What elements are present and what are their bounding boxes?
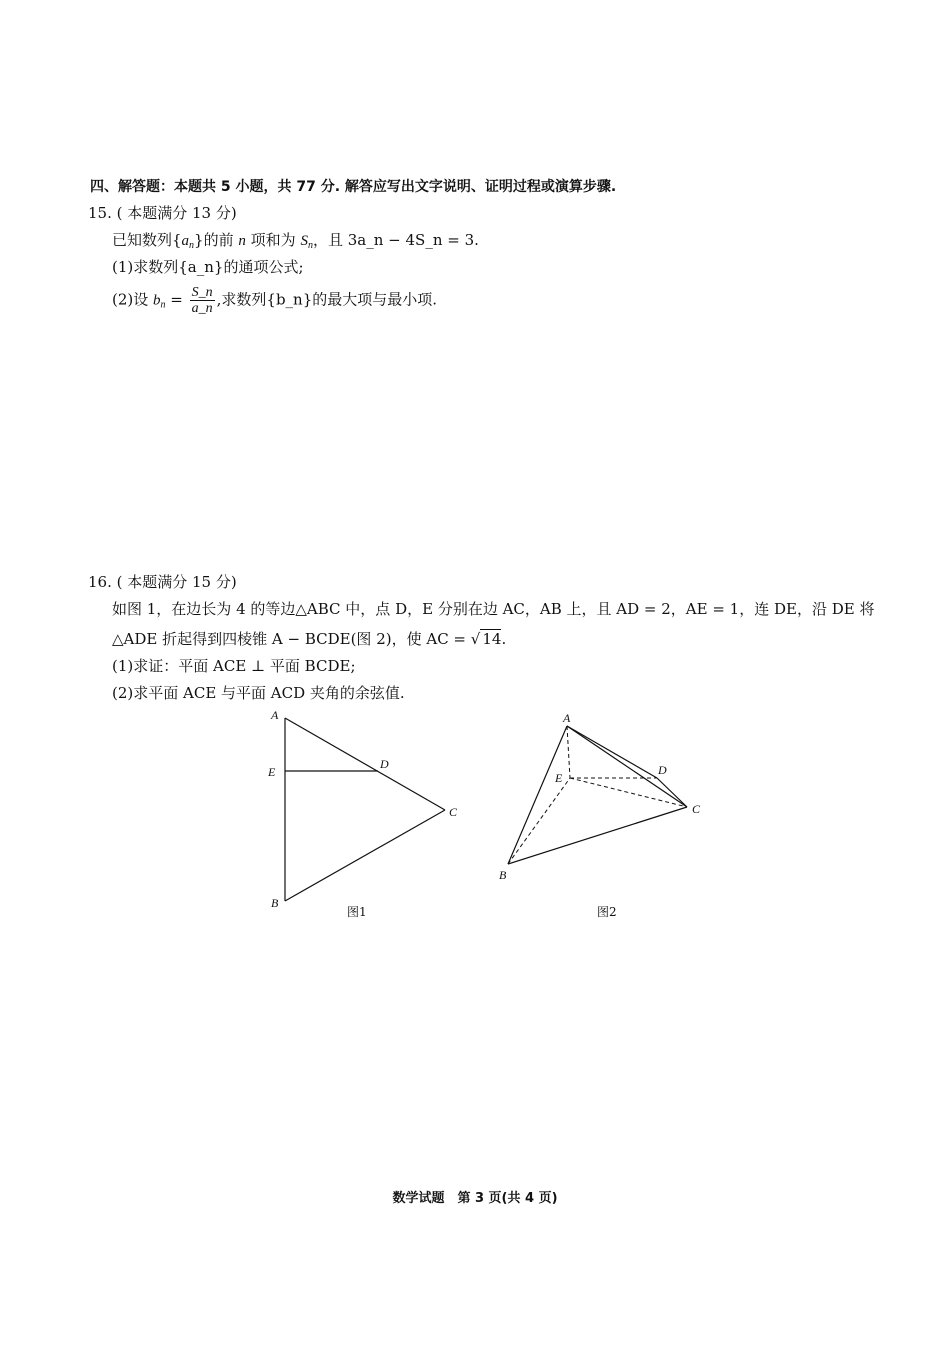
fig2-edge-dc (657, 778, 687, 807)
fig2-edge-ac (567, 726, 687, 807)
q16-header: 16. ( 本题满分 15 分) (88, 573, 237, 591)
q15-part2: (2)设 $b_n$ = $\frac{S\_n}{a\_n}$ ,求数列{b_n}的最大项与最小项. (112, 285, 438, 316)
fig2-label-a: A (563, 711, 571, 725)
q15-stem: 已知数列$\{a_n\}$的前 n 项和为 $S_n$，且 3a_n − 4S_n = 3. (112, 231, 479, 251)
fig2-label-c: C (692, 802, 701, 816)
fig2-edge-ec (570, 778, 687, 807)
fig2-label-b: B (499, 868, 507, 882)
fig1-label-e: E (268, 765, 276, 779)
fig2-label-e: E (555, 771, 563, 785)
fig1-label-a: A (271, 708, 279, 722)
fig1-label-b: B (271, 896, 279, 910)
figure2-diagram (490, 708, 720, 888)
q16-stem-line1: 如图 1，在边长为 4 的等边△ABC 中，点 D，E 分别在边 AC，AB 上，且 AD = 2，AE = 1，连 DE，沿 DE 将 (112, 600, 875, 618)
figure1-caption: 图1 (347, 905, 367, 919)
fig1-side-ac (285, 718, 445, 810)
fig2-edge-ad (567, 726, 657, 778)
q15-equation: 3a_n − 4S_n = 3. (347, 231, 479, 249)
sqrt-value: 14 (482, 630, 502, 648)
fig2-label-d: D (658, 763, 667, 777)
figure1-diagram (260, 708, 470, 908)
fig1-label-d: D (380, 757, 389, 771)
q15-fraction: $\frac{S\_n}{a\_n}$ (191, 285, 213, 316)
q15-header: 15. ( 本题满分 13 分) (88, 204, 237, 222)
fig2-edge-ae (567, 726, 570, 778)
q16-stem-line2: △ADE 折起得到四棱锥 A − BCDE(图 2)，使 AC = √ 14. (112, 630, 507, 648)
page-footer: 数学试题 第 3 页(共 4 页) (392, 1191, 558, 1206)
section-title: 四、解答题：本题共 5 小题，共 77 分. 解答应写出文字说明、证明过程或演算步骤. (90, 179, 617, 195)
q15-part1: (1)求数列{a_n}的通项公式; (112, 258, 304, 276)
q16-part1: (1)求证：平面 ACE ⊥ 平面 BCDE; (112, 657, 356, 675)
fig2-edge-bc (508, 807, 687, 864)
q16-part2: (2)求平面 ACE 与平面 ACD 夹角的余弦值. (112, 684, 405, 702)
fig1-side-bc (285, 810, 445, 901)
figure2-caption: 图2 (597, 905, 617, 919)
fig1-label-c: C (449, 805, 458, 819)
